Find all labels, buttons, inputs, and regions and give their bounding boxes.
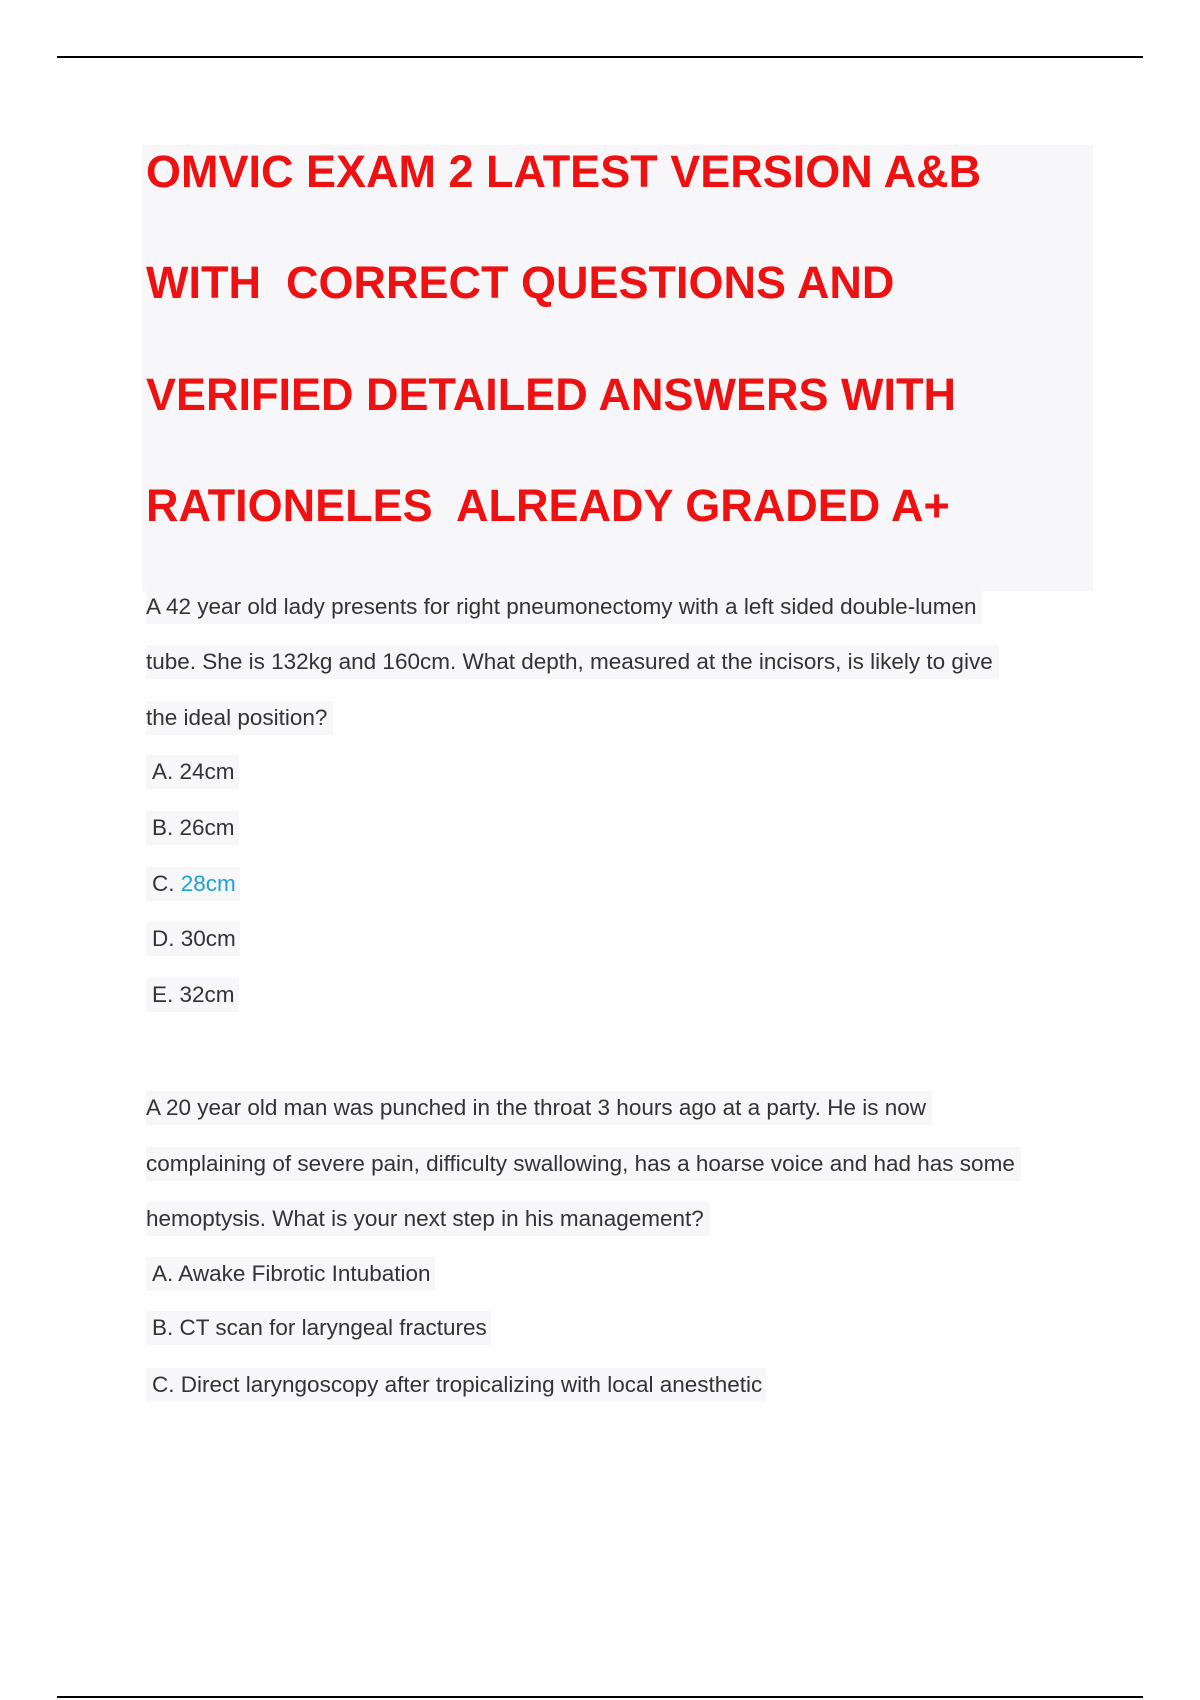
title-line-2: WITH CORRECT QUESTIONS AND: [146, 257, 895, 308]
top-rule: [57, 56, 1143, 58]
option-letter: C.: [152, 1372, 181, 1397]
bottom-rule: [57, 1696, 1143, 1698]
answer-option-c-correct: [146, 867, 240, 901]
question-stem-line: the ideal position?: [146, 701, 333, 735]
option-text: Awake Fibrotic Intubation: [178, 1261, 431, 1286]
option-letter: E.: [152, 982, 180, 1007]
option-letter: D.: [152, 926, 181, 951]
answer-option-a: [146, 755, 239, 789]
question-stem-line: tube. She is 132kg and 160cm. What depth, measured at the incisors, is likely to give: [146, 645, 999, 679]
option-letter: B.: [152, 1315, 180, 1340]
answer-option-e: [146, 978, 239, 1012]
option-letter: A.: [152, 1261, 179, 1286]
question-stem-line: A 20 year old man was punched in the throat 3 hours ago at a party. He is now: [146, 1091, 932, 1125]
title-line-4: RATIONELES ALREADY GRADED A+: [146, 480, 950, 531]
option-text: 32cm: [179, 982, 235, 1007]
title-line-3: VERIFIED DETAILED ANSWERS WITH: [146, 369, 956, 420]
option-text: 30cm: [180, 926, 236, 951]
answer-option-a: [146, 1257, 435, 1291]
answer-option-b: [146, 1311, 491, 1345]
question-stem-line: hemoptysis. What is your next step in his management?: [146, 1202, 710, 1236]
correct-answer-text: 28cm: [180, 871, 236, 896]
option-letter: B.: [152, 815, 180, 840]
question-stem-line: A 42 year old lady presents for right pneumonectomy with a left sided double-lumen: [146, 590, 982, 624]
option-text: 24cm: [179, 759, 235, 784]
option-text: Direct laryngoscopy after tropicalizing with local anesthetic: [180, 1372, 763, 1397]
answer-option-c: [146, 1368, 766, 1402]
question-stem-line: complaining of severe pain, difficulty swallowing, has a hoarse voice and had has some: [146, 1147, 1021, 1181]
option-letter: A.: [152, 759, 180, 784]
title-line-1: OMVIC EXAM 2 LATEST VERSION A&B: [146, 146, 982, 197]
answer-option-d: [146, 922, 240, 956]
answer-option-b: [146, 811, 239, 845]
document-title: [142, 145, 1093, 591]
option-text: 26cm: [179, 815, 235, 840]
option-text: CT scan for laryngeal fractures: [179, 1315, 487, 1340]
option-letter: C.: [152, 871, 181, 896]
